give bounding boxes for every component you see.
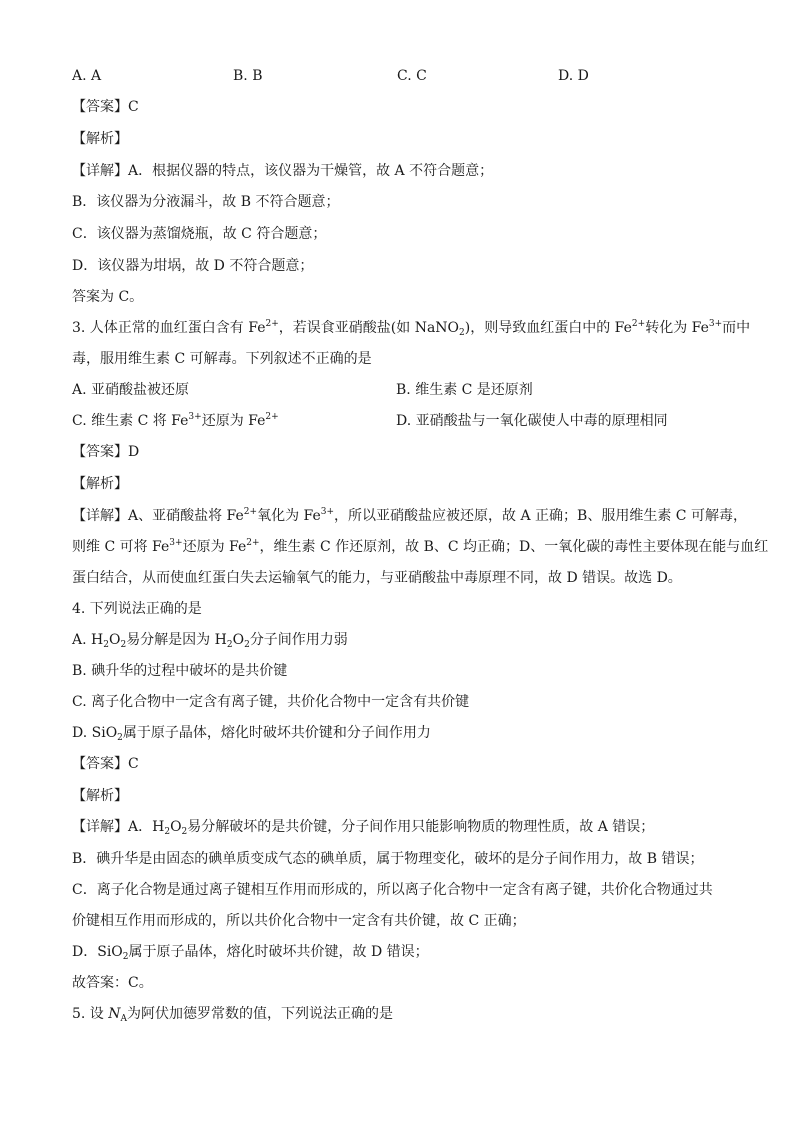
subscript: 2 (117, 733, 123, 743)
q3-detail-line3: 蛋白结合，从而使血红蛋白失去运输氧气的能力，与亚硝酸盐中毒原理不同，故 D 错误。故选 D。 (72, 570, 682, 586)
text-run: 还原为 Fe (182, 539, 247, 555)
q3-answer: 【答案】D (72, 444, 140, 460)
superscript: 3+ (708, 319, 723, 329)
q2-detail-b: B．该仪器为分液漏斗，故 B 不符合题意； (72, 194, 340, 210)
subscript: 2 (103, 640, 109, 650)
text-run: 转化为 Fe (645, 320, 709, 336)
text-run: 5. 设 (72, 1006, 109, 1022)
superscript: 2+ (243, 507, 258, 517)
subscript: A (120, 1014, 128, 1024)
q3-detail-line2 (72, 538, 768, 556)
text-run: 【详解】A．H (72, 819, 165, 835)
avogadro-symbol: N (108, 1006, 121, 1022)
q4-detail-d (72, 943, 429, 961)
subscript: 2 (164, 827, 171, 837)
superscript: 3+ (188, 412, 202, 422)
q2-detail-c: C．该仪器为蒸馏烧瓶，故 C 符合题意； (72, 226, 327, 242)
text-run: D．SiO (72, 944, 123, 960)
q3-stem-line1 (72, 319, 750, 337)
text-run: O (232, 632, 245, 648)
q3-option-a: A. 亚硝酸盐被还原 (72, 382, 190, 398)
superscript: 2+ (631, 319, 646, 329)
text-run: ，所以亚硝酸盐应被还原，故 A 正确；B、服用维生素 C 可解毒， (334, 508, 747, 524)
text-run: 而中 (722, 320, 751, 336)
superscript: 2+ (265, 412, 279, 422)
text-run: 为阿伏加德罗常数的值，下列说法正确的是 (127, 1006, 394, 1022)
subscript: 2 (181, 827, 188, 837)
q4-conclusion: 故答案：C。 (72, 975, 153, 991)
q3-analysis-header: 【解析】 (72, 476, 128, 492)
subscript: 2 (459, 328, 465, 338)
text-run: ，维生素 C 作还原剂，故 B、C 均正确；D、一氧化碳的毒性主要体现在能与血红 (259, 539, 769, 555)
subscript: 2 (122, 952, 129, 962)
text-run: 【详解】A、亚硝酸盐将 Fe (72, 508, 244, 524)
q4-option-a (72, 631, 348, 649)
text-run: O (108, 632, 121, 648)
subscript: 2 (244, 640, 250, 650)
q4-answer: 【答案】C (72, 756, 139, 772)
text-run: 易分解破坏的是共价键，分子间作用只能影响物质的物理性质，故 A 错误； (187, 819, 655, 835)
q2-detail-d: D．该仪器为坩埚，故 D 不符合题意； (72, 258, 314, 274)
q4-detail-a (72, 818, 654, 836)
text-run: ，若误食亚硝酸盐(如 NaNO (278, 320, 460, 336)
q3-option-b: B. 维生素 C 是还原剂 (396, 382, 533, 398)
q4-option-c: C. 离子化合物中一定含有离子键，共价化合物中一定含有共价键 (72, 694, 470, 710)
superscript: 3+ (169, 538, 183, 548)
subscript: 2 (226, 640, 233, 650)
text-run: )，则导致血红蛋白中的 Fe (464, 320, 632, 336)
text-run: 还原为 Fe (201, 413, 266, 429)
q4-option-d (72, 724, 431, 742)
text-run: D. SiO (72, 725, 118, 741)
text-run: 属于原子晶体，熔化时破坏共价键和分子间作用力 (122, 725, 431, 741)
q2-conclusion: 答案为 C。 (72, 289, 144, 305)
q2-option-c: C. C (397, 68, 427, 84)
text-run: A. H (72, 632, 104, 648)
q3-option-c (72, 412, 279, 430)
superscript: 2+ (246, 538, 260, 548)
q3-stem-line2: 毒，服用维生素 C 可解毒。下列叙述不正确的是 (72, 351, 372, 367)
q4-detail-c1: C．离子化合物是通过离子键相互作用而形成的，所以离子化合物中一定含有离子键，共价化合物通过共 (72, 882, 713, 898)
text-run: 易分解是因为 H (126, 632, 227, 648)
q2-option-d: D. D (558, 68, 589, 84)
q2-option-b: B. B (233, 68, 263, 84)
text-run: 3. 人体正常的血红蛋白含有 Fe (72, 320, 266, 336)
q3-detail-line1 (72, 507, 747, 525)
q2-detail-a: 【详解】A．根据仪器的特点，该仪器为干燥管，故 A 不符合题意； (72, 163, 494, 179)
q3-option-d: D. 亚硝酸盐与一氧化碳使人中毒的原理相同 (396, 413, 668, 429)
q4-detail-c2: 价键相互作用而形成的，所以共价化合物中一定含有共价键，故 C 正确； (72, 913, 526, 929)
text-run: 则维 C 可将 Fe (72, 539, 170, 555)
subscript: 2 (120, 640, 127, 650)
q4-stem: 4. 下列说法正确的是 (72, 601, 202, 617)
q2-option-a: A. A (72, 68, 102, 84)
q5-stem (72, 1005, 393, 1023)
q2-analysis-header: 【解析】 (72, 131, 128, 147)
q4-detail-b: B．碘升华是由固态的碘单质变成气态的碘单质，属于物理变化，破坏的是分子间作用力，故 B 错误； (72, 851, 704, 867)
text-run: 分子间作用力弱 (249, 632, 348, 648)
text-run: 属于原子晶体，熔化时破坏共价键，故 D 错误； (128, 944, 429, 960)
q2-answer: 【答案】C (72, 99, 139, 115)
text-run: O (170, 819, 182, 835)
text-run: 氧化为 Fe (257, 508, 321, 524)
text-run: C. 维生素 C 将 Fe (72, 413, 189, 429)
q4-analysis-header: 【解析】 (72, 788, 128, 804)
q4-option-b: B. 碘升华的过程中破坏的是共价键 (72, 663, 288, 679)
superscript: 2+ (265, 319, 279, 329)
superscript: 3+ (320, 507, 335, 517)
